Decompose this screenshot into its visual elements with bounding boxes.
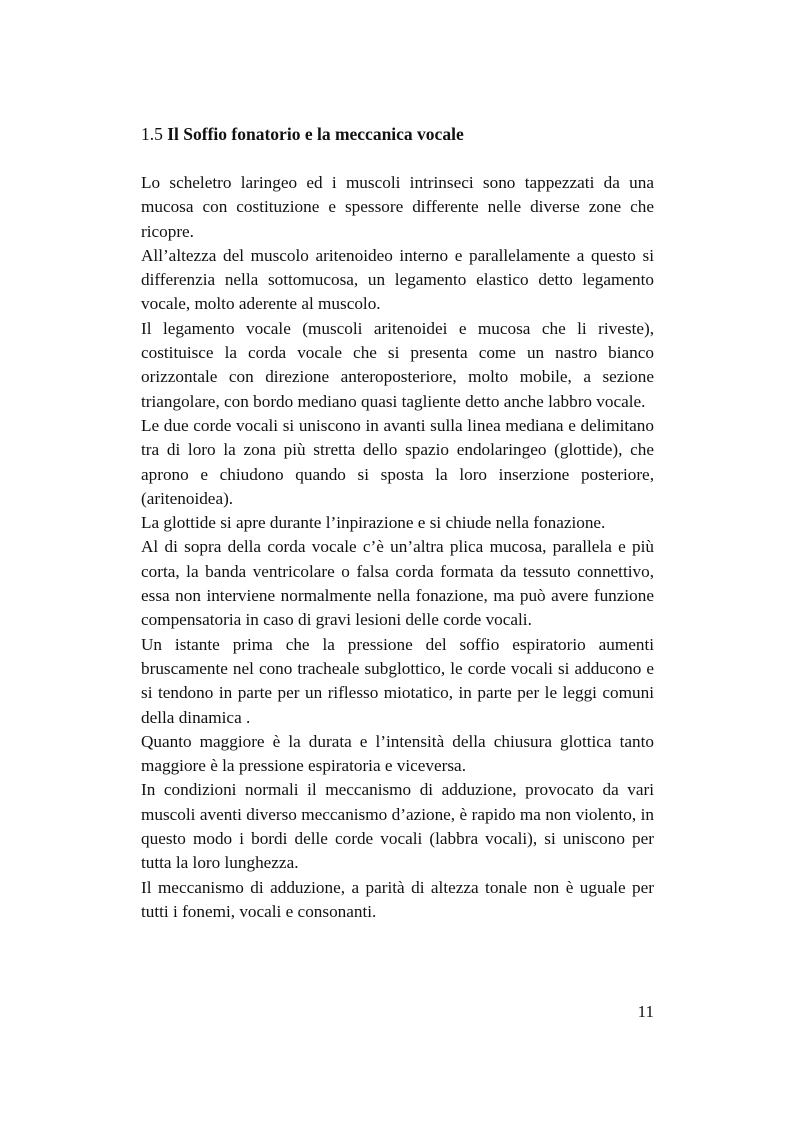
paragraph: Un istante prima che la pressione del soffio espiratorio aumenti bruscamente nel cono tracheale subglottico, le corde vocali si adducono e si tendono in parte per un riflesso miotatico, in parte per le leggi comuni della dinamica . <box>141 634 654 727</box>
section-title: Il Soffio fonatorio e la meccanica vocale <box>167 124 464 144</box>
page-number: 11 <box>637 1002 654 1021</box>
paragraph: Lo scheletro laringeo ed i muscoli intrinseci sono tappezzati da una mucosa con costituzione e spessore differente nelle diverse zone che ricopre. <box>141 173 654 241</box>
paragraph: Le due corde vocali si uniscono in avanti sulla linea mediana e delimitano tra di loro la zona più stretta dello spazio endolaringeo (glottide), che aprono e chiudono quando si sposta la loro inserzione posteriore, (aritenoidea). <box>141 415 654 508</box>
section-heading <box>141 122 661 146</box>
paragraph: La glottide si apre durante l’inpirazione e si chiude nella fonazione. <box>141 513 606 533</box>
paragraph: Al di sopra della corda vocale c’è un’altra plica mucosa, parallela e più corta, la banda ventricolare o falsa corda formata da tessuto connettivo, essa non interviene normalmente nella fonazione, ma può avere funzione compensatoria in caso di gravi lesioni delle corde vocali. <box>141 537 654 630</box>
paragraph: Il legamento vocale (muscoli aritenoidei e mucosa che li riveste), costituisce la corda vocale che si presenta come un nastro bianco orizzontale con direzione anteroposteriore, molto mobile, a sezione triangolare, con bordo mediano quasi tagliente detto anche labbro vocale. <box>141 318 654 411</box>
body-text <box>141 171 654 924</box>
section-number: 1.5 <box>141 124 163 144</box>
paragraph: In condizioni normali il meccanismo di adduzione, provocato da vari muscoli aventi diverso meccanismo d’azione, è rapido ma non violento, in questo modo i bordi delle corde vocali (labbra vocali), si uniscono per tutta la loro lunghezza. <box>141 780 654 873</box>
paragraph: Il meccanismo di adduzione, a parità di altezza tonale non è uguale per tutti i fonemi, vocali e consonanti. <box>141 877 654 921</box>
paragraph: All’altezza del muscolo aritenoideo interno e parallelamente a questo si differenzia nella sottomucosa, un legamento elastico detto legamento vocale, molto aderente al muscolo. <box>141 245 654 314</box>
paragraph: Quanto maggiore è la durata e l’intensità della chiusura glottica tanto maggiore è la pressione espiratoria e viceversa. <box>141 731 654 776</box>
